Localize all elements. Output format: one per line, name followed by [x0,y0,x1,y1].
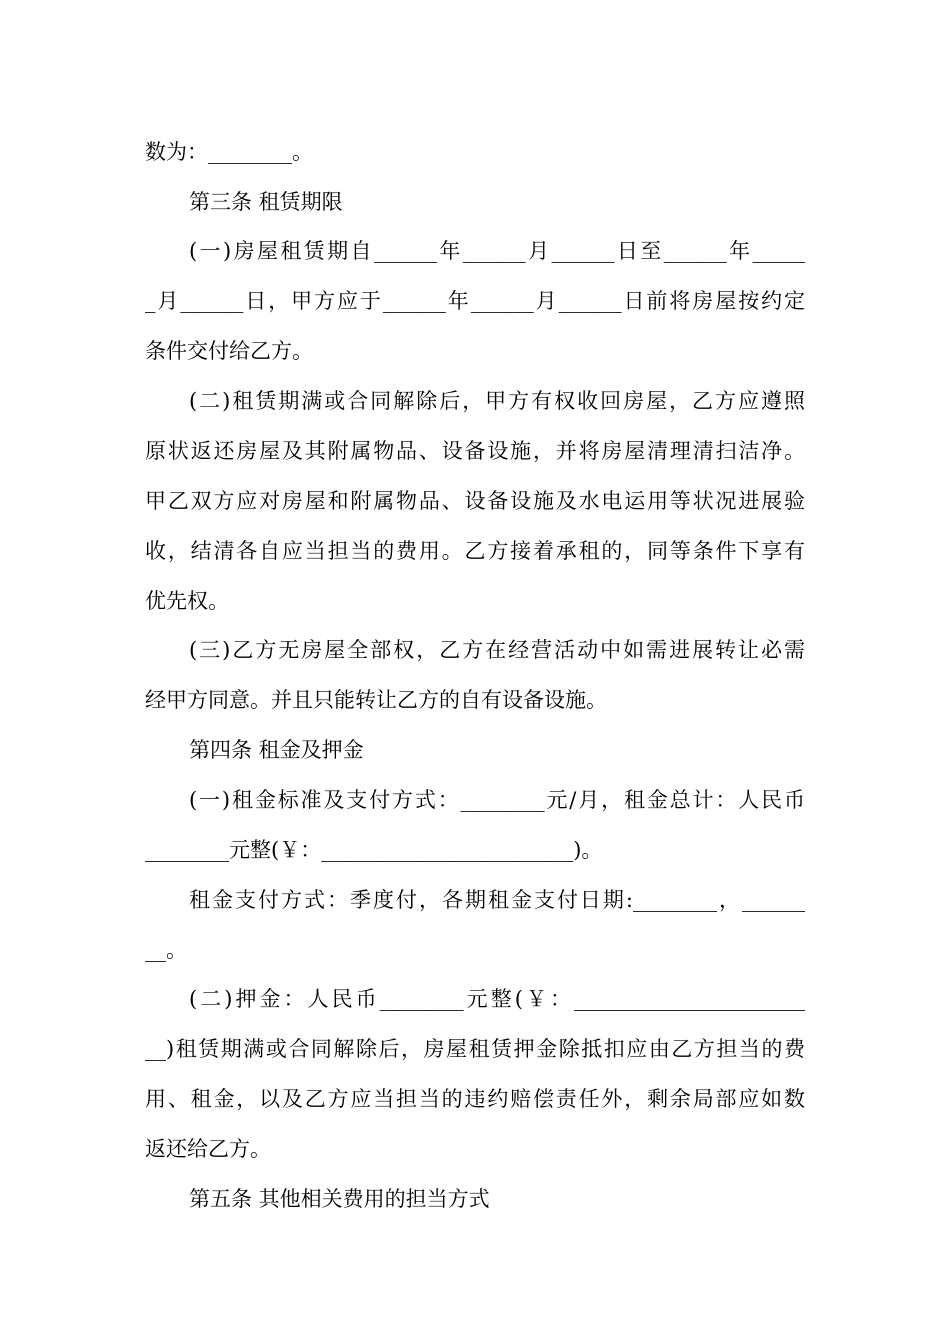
article-3-heading: 第三条 租赁期限 [189,190,343,214]
text-line-1: 数为：________。 [145,140,313,164]
article-5-heading: 第五条 其他相关费用的担当方式 [189,1187,490,1211]
text-line-6: (二)租赁期满或合同解除后，甲方有权收回房屋，乙方应遵照 [189,389,805,413]
text-line-16: 租金支付方式：季度付，各期租金支付日期:________，______ [189,888,805,912]
text-line-20: 用、租金，以及乙方应当担当的违约赔偿责任外，剩余局部应如数 [145,1087,805,1111]
article-4-heading: 第四条 租金及押金 [189,738,364,762]
document-page [145,0,805,1344]
text-line-15: ________元整(￥：________________________)。 [145,838,603,862]
text-line-18: (二)押金：人民币________元整(￥：______________________ [189,987,805,1011]
text-line-10: 优先权。 [145,589,229,613]
text-line-3: (一)房屋租赁期自______年______月______日至______年_____ [189,239,805,263]
text-line-21: 返还给乙方。 [145,1137,271,1161]
text-line-11: (三)乙方无房屋全部权，乙方在经营活动中如需进展转让必需 [189,638,805,662]
text-line-12: 经甲方同意。并且只能转让乙方的自有设备设施。 [145,688,607,712]
text-line-9: 收，结清各自应当担当的费用。乙方接着承租的，同等条件下享有 [145,539,805,563]
text-line-14: (一)租金标准及支付方式：________元/月，租金总计：人民币 [189,788,805,812]
text-line-19: __)租赁期满或合同解除后，房屋租赁押金除抵扣应由乙方担当的费 [145,1037,805,1061]
text-line-4: _月______日，甲方应于______年______月______日前将房屋按约定 [145,289,805,313]
text-line-17: __。 [145,938,187,962]
text-line-5: 条件交付给乙方。 [145,339,313,363]
text-line-7: 原状返还房屋及其附属物品、设备设施，并将房屋清理清扫洁净。 [145,439,805,463]
text-line-8: 甲乙双方应对房屋和附属物品、设备设施及水电运用等状况进展验 [145,489,805,513]
